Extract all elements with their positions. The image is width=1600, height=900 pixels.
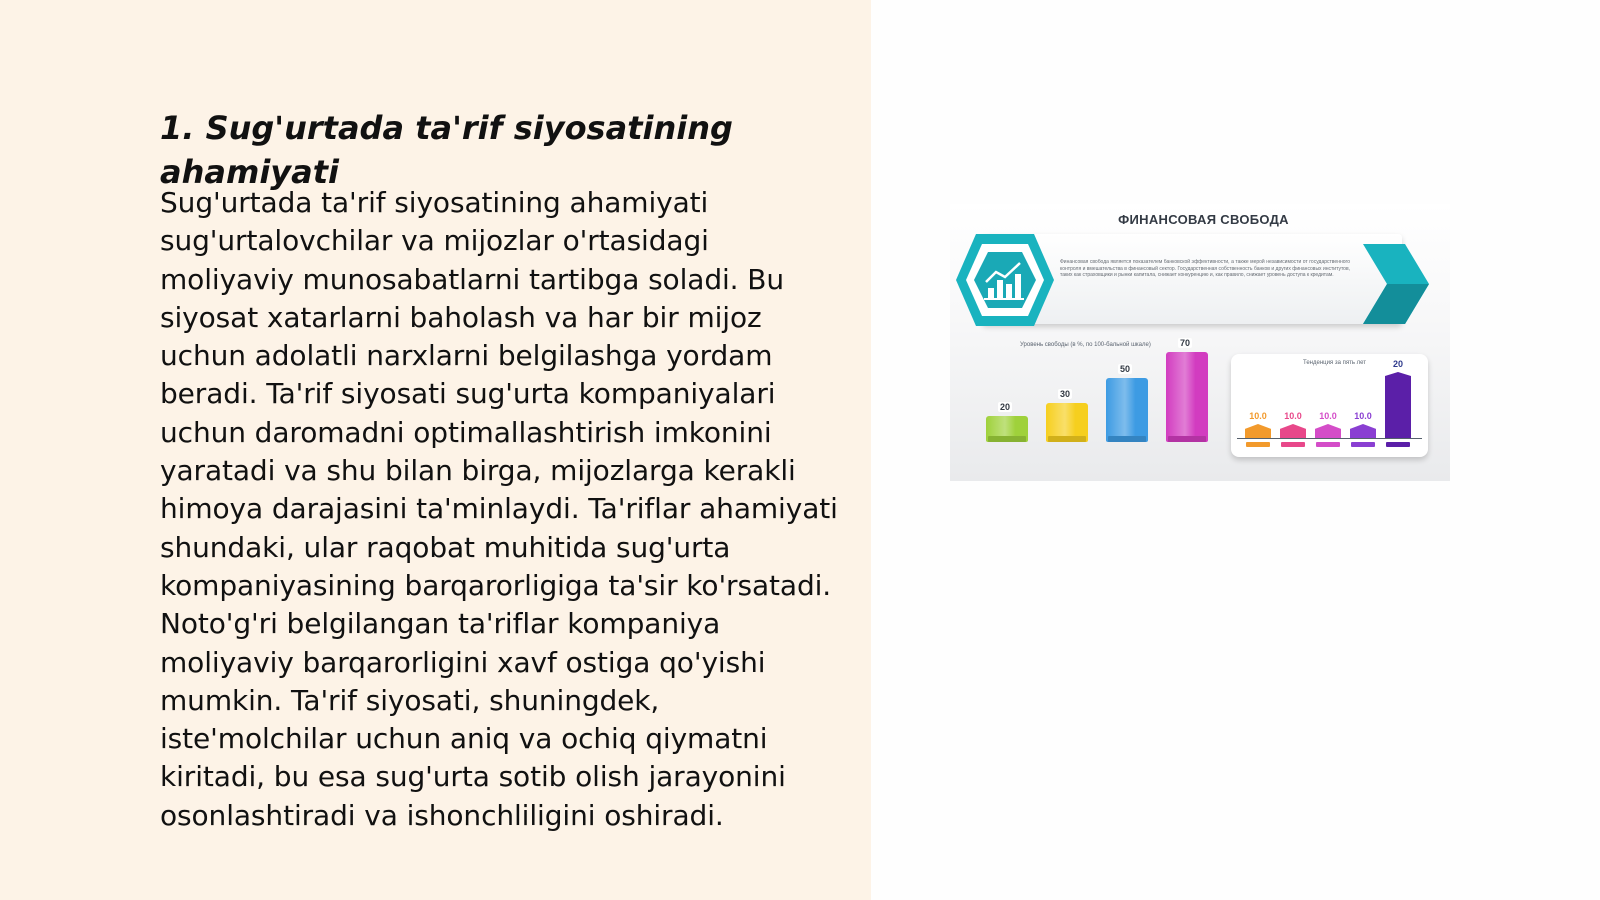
- trend-bar-base: [1316, 442, 1340, 447]
- level-bar: [1106, 378, 1148, 442]
- level-bar-base: [1108, 436, 1146, 442]
- slide-title: 1. Sug'urtada ta'rif siyosatining ahamiyati: [160, 109, 733, 191]
- trend-bar: [1315, 424, 1341, 438]
- trend-bar-base: [1246, 442, 1270, 447]
- chart-growth-icon: [950, 230, 1054, 330]
- trend-bar-base: [1281, 442, 1305, 447]
- level-bar-base: [1048, 436, 1086, 442]
- slide-body-text: Sug'urtada ta'rif siyosatining ahamiyati sug'urtalovchilar va mijozlar o'rtasidagi moliyaviy munosabatlarni tartibga soladi. Bu siyosat xatarlarni baholash va har bir mijoz uchun adolatli narxlarni belgilashga yordam beradi. Ta'rif siyosati sug'urta kompaniyalari uchun daromadni optimallashtirish imkonini yaratadi va shu bilan birga, mijozlarga kerakli himoya darajasini ta'minlaydi. Ta'riflar ahamiyati shundaki, ular raqobat muhitida sug'urta kompaniyasining barqarorligiga ta'sir ko'rsatadi. Noto'g'ri belgilangan ta'riflar kompaniya moliyaviy barqarorligini xavf ostiga qo'yishi mumkin. Ta'rif siyosati, shuningdek, iste'molchilar uchun aniq va ochiq qiymatni kiritadi, bu esa sug'urta sotib olish jarayonini osonlashtiradi va ishonchliligini oshiradi.: [160, 186, 838, 832]
- trend-bar-value: 20: [1392, 359, 1403, 369]
- level-bar-value: 20: [1000, 402, 1011, 412]
- level-bar-value: 50: [1120, 364, 1131, 374]
- trend-bar-base: [1386, 442, 1410, 447]
- level-bar-value: 70: [1180, 338, 1191, 348]
- infographic-title: ФИНАНСОВАЯ СВОБОДА: [1118, 212, 1289, 227]
- chevron-right-icon: [1363, 244, 1429, 324]
- trend-bar-base: [1351, 442, 1375, 447]
- level-bar-base: [988, 436, 1026, 442]
- level-bar-value: 30: [1060, 389, 1071, 399]
- trend-bar: [1385, 372, 1411, 438]
- trend-card: [1231, 354, 1428, 457]
- level-bar: [1166, 352, 1208, 442]
- trend-bar-value: 10.0: [1319, 411, 1337, 421]
- trend-bar: [1245, 424, 1271, 438]
- level-bar-base: [1168, 436, 1206, 442]
- trend-bar: [1280, 424, 1306, 438]
- left-chart-title: Уровень свободы (в %, по 100-бальной шкале): [1020, 342, 1151, 348]
- trend-bar-value: 10.0: [1354, 411, 1372, 421]
- infographic-image: [950, 204, 1450, 481]
- trend-bar: [1350, 424, 1376, 438]
- trend-bar-value: 10.0: [1249, 411, 1267, 421]
- banner-text: Финансовая свобода является показателем банковской эффективности, а также мерой независимости от государственного контроля и вмешательства в финансовый сектор. Государственная собственность банков и других финансовых институтов, таких как страховщики и рынки капитала, снижает конкуренцию и, как правило, снижает уровень доступа к кредитам.: [1060, 259, 1350, 278]
- trend-bar-value: 10.0: [1284, 411, 1302, 421]
- trend-title: Тенденция за пять лет: [1303, 360, 1367, 366]
- trend-baseline: [1237, 438, 1422, 439]
